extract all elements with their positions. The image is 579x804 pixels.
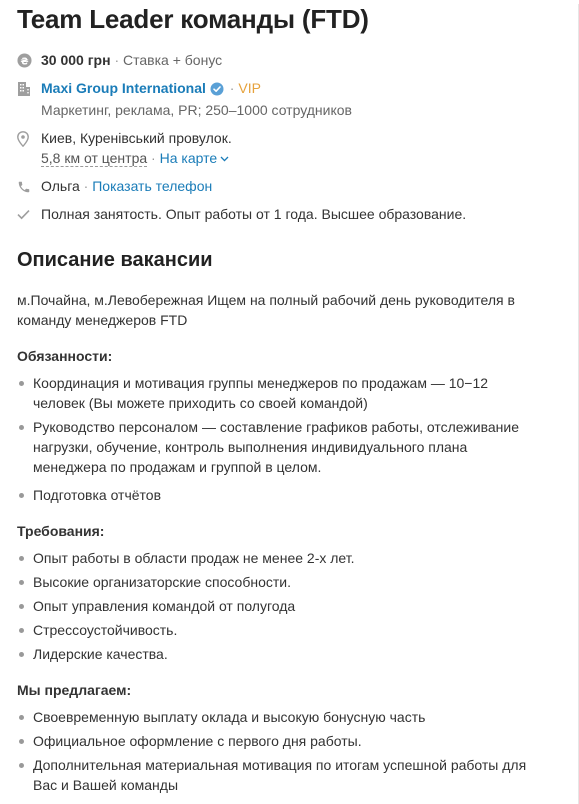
company-details: Маркетинг, реклама, PR; 250–1000 сотрудников [41,102,352,118]
bullet [19,652,24,657]
requirements-heading: Требования: [17,523,105,539]
conditions-row [17,205,578,224]
duties-list [17,373,578,505]
offer-heading: Мы предлагаем: [17,682,132,698]
bullet [19,715,24,720]
company-row [17,79,578,120]
list-item: Стрессоустойчивость. [17,620,543,640]
bullet [19,604,24,609]
description-intro: м.Почайна, м.Левобережная Ищем на полный рабочий день руководителя в команду менеджеров FTD [17,292,515,328]
bullet [19,628,24,633]
duties-heading: Обязанности: [17,348,113,364]
list-item: Лидерские качества. [17,644,543,664]
list-item: Опыт работы в области продаж не менее 2-х лет. [17,548,543,568]
vacancy-title: Team Leader команды (FTD) [17,4,369,34]
list-item: Официальное оформление с первого дня работы. [17,731,543,751]
vacancy-meta [17,51,578,224]
checkmark-icon [17,205,41,224]
salary-note: Ставка + бонус [123,52,223,68]
bullet [19,381,24,386]
list-item: Руководство персоналом — составление графиков работы, отслеживание нагрузки, обучение, контроль выполнения индивидуального плана менеджера по продажам и группой в целом. [17,417,543,477]
description-heading: Описание вакансии [17,249,213,271]
location-row [17,129,578,168]
salary-value: 30 000 грн [41,52,111,68]
show-phone-link[interactable]: Показать телефон [92,178,213,194]
on-map-link[interactable]: На карте [160,150,230,166]
bullet [19,493,24,498]
verified-check-icon [210,82,224,101]
distance-from-center[interactable]: 5,8 км от центра [41,150,148,166]
building-icon [17,79,41,98]
bullet [19,556,24,561]
phone-icon [17,177,41,196]
address: Киев, Куренівський провулок. [41,130,232,146]
bullet [19,425,24,430]
list-item: Высокие организаторские способности. [17,572,543,592]
list-item: Опыт управления командой от полугода [17,596,543,616]
contact-name: Ольга [41,178,80,194]
job-conditions: Полная занятость. Опыт работы от 1 года. Высшее образование. [41,206,467,222]
hryvnia-icon [17,51,41,70]
offer-list [17,707,578,795]
contact-row [17,177,578,196]
salary-row [17,51,578,70]
list-item: Своевременную выплату оклада и высокую бонусную часть [17,707,543,727]
company-link[interactable]: Maxi Group International [41,80,206,96]
separator: · [114,52,120,68]
separator: · [83,178,89,194]
map-pin-icon [17,129,41,148]
separator: · [151,150,156,166]
separator: · [229,80,235,96]
svg-text:₴: ₴ [20,56,29,68]
chevron-down-icon [220,148,229,167]
list-item: Дополнительная материальная мотивация по итогам успешной работы для Вас и Вашей команды [17,755,543,795]
bullet [19,739,24,744]
vip-badge: VIP [238,80,261,96]
bullet [19,580,24,585]
list-item: Координация и мотивация группы менеджеров по продажам — 10−12 человек (Вы можете приходить со своей командой) [17,373,543,413]
list-item: Подготовка отчётов [17,485,543,505]
vacancy-page [0,4,578,795]
bullet [19,763,24,768]
requirements-list [17,548,578,664]
